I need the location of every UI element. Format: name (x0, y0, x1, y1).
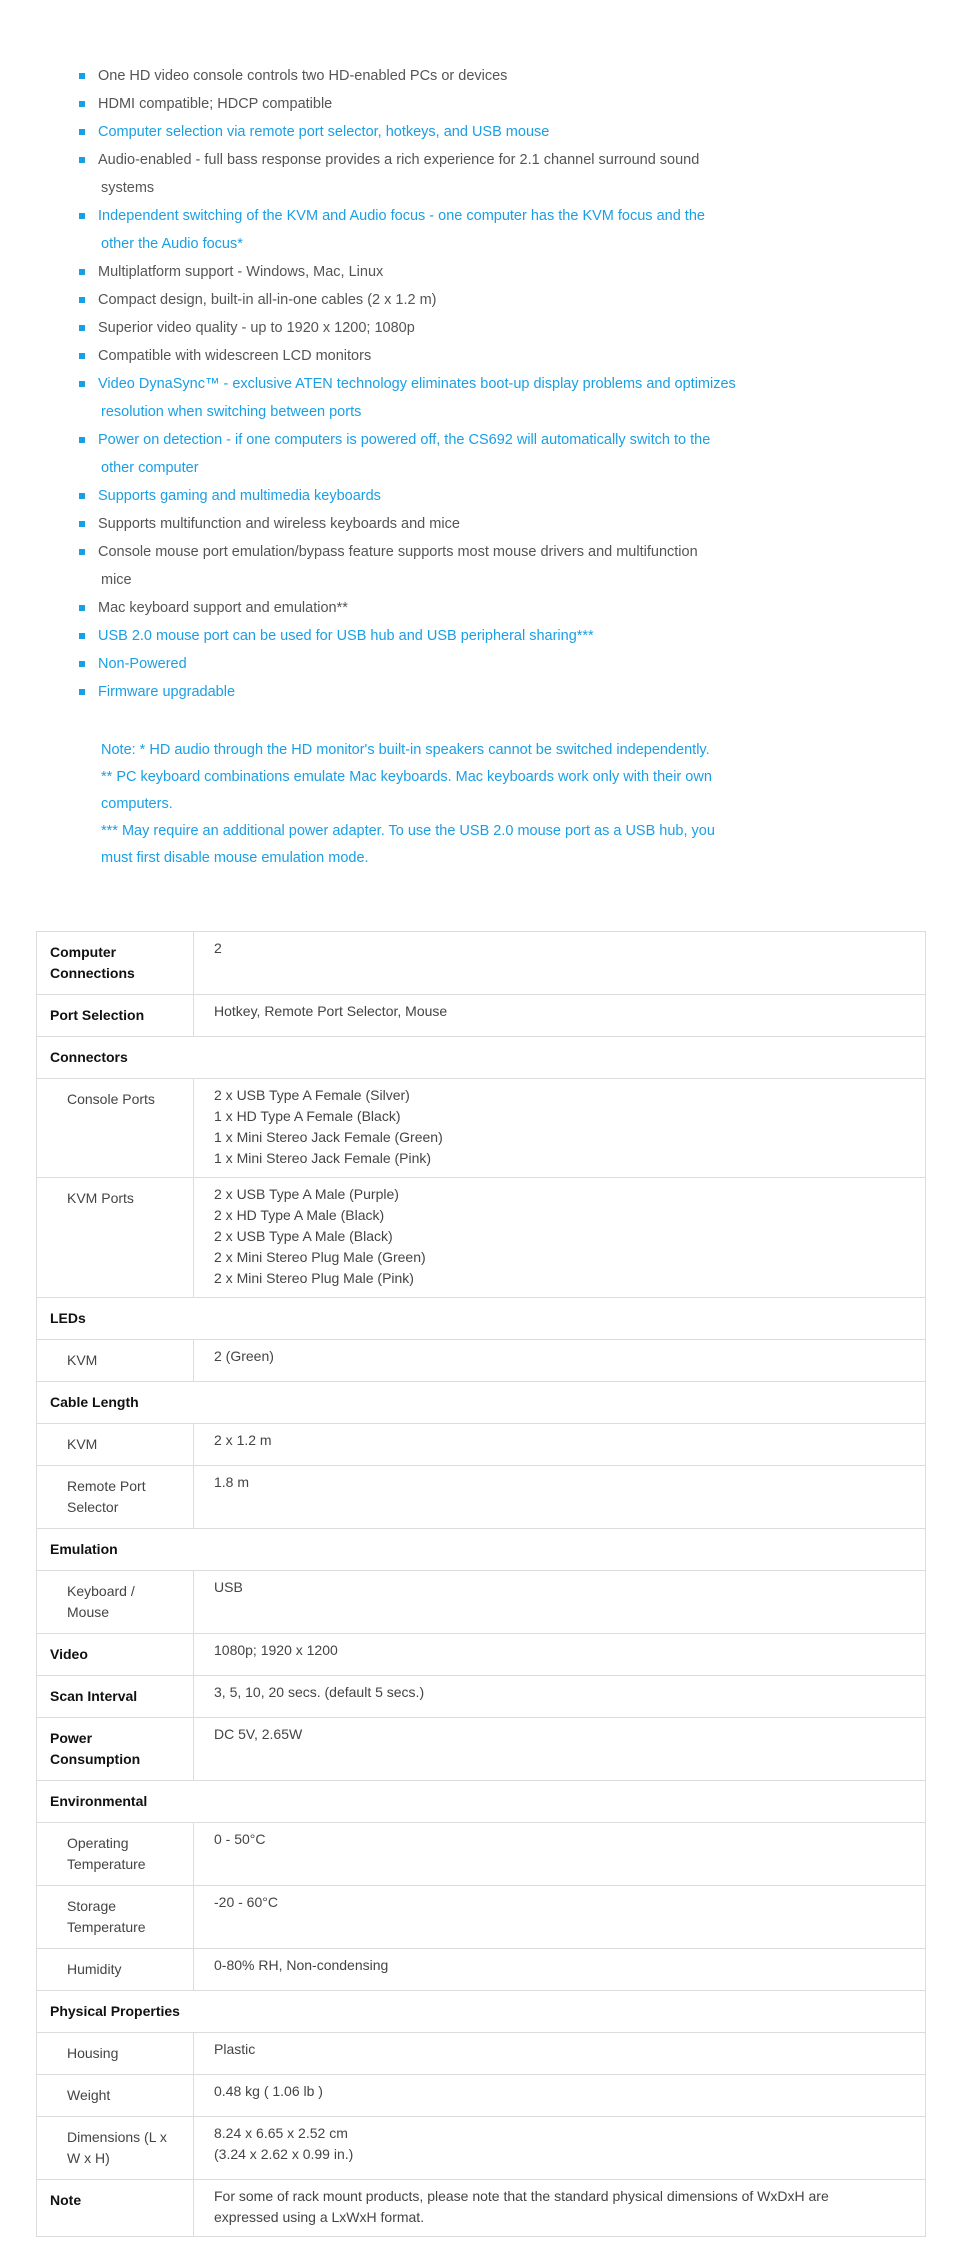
footnote-line: computers. (101, 796, 173, 812)
spec-value-text: 2 x HD Type A Male (Black) (214, 1207, 385, 1223)
spec-value (194, 2075, 926, 2117)
spec-value (194, 1178, 926, 1298)
spec-value (194, 2117, 926, 2180)
spec-value-text: 1 x HD Type A Female (Black) (214, 1108, 401, 1124)
feature-text-continued: resolution when switching between ports (101, 404, 362, 420)
spec-value (194, 1634, 926, 1676)
spec-value (194, 1340, 926, 1382)
feature-item (98, 286, 758, 314)
feature-item (98, 622, 758, 650)
spec-label (37, 1823, 194, 1886)
feature-text: Video DynaSync™ - exclusive ATEN technology eliminates boot-up display problems and optimizes (98, 376, 736, 392)
spec-value-text: 1080p; 1920 x 1200 (214, 1642, 338, 1658)
bullet-icon (79, 73, 85, 79)
bullet-icon (79, 689, 85, 695)
spec-value-text: 3, 5, 10, 20 secs. (default 5 secs.) (214, 1684, 425, 1700)
spec-row (37, 2180, 926, 2237)
spec-section-row (37, 1298, 926, 1340)
bullet-icon (79, 633, 85, 639)
spec-value (194, 932, 926, 995)
spec-section-heading (37, 1382, 926, 1424)
feature-item (98, 426, 758, 482)
spec-value (194, 1823, 926, 1886)
spec-row (37, 1949, 926, 1991)
feature-text-continued: mice (101, 572, 132, 588)
feature-item (98, 482, 758, 510)
footnote-line: ** PC keyboard combinations emulate Mac keyboards. Mac keyboards work only with their own (101, 769, 712, 785)
feature-text: Power on detection - if one computers is powered off, the CS692 will automatically switch to the (98, 432, 711, 448)
spec-label-text: Storage (67, 1898, 117, 1914)
feature-item (98, 202, 758, 258)
spec-label-text: Housing (67, 2045, 119, 2061)
feature-text: Audio-enabled - full bass response provides a rich experience for 2.1 channel surround sound (98, 152, 700, 168)
bullet-icon (79, 605, 85, 611)
spec-value-text: -20 - 60°C (214, 1894, 278, 1910)
spec-value (194, 1466, 926, 1529)
spec-label-text: W x H) (67, 2150, 110, 2166)
spec-value (194, 1886, 926, 1949)
bullet-icon (79, 549, 85, 555)
spec-value-text: DC 5V, 2.65W (214, 1726, 303, 1742)
footnote-line: must first disable mouse emulation mode. (101, 850, 369, 866)
feature-item (98, 118, 758, 146)
spec-section-heading (37, 1781, 926, 1823)
bullet-icon (79, 157, 85, 163)
spec-value-text: For some of rack mount products, please note that the standard physical dimensions of WxDxH are (214, 2188, 829, 2204)
spec-value (194, 2180, 926, 2237)
spec-label-text: Remote Port (67, 1478, 146, 1494)
bullet-icon (79, 381, 85, 387)
spec-label-text: Scan Interval (50, 1688, 138, 1704)
spec-value-text: 2 (Green) (214, 1348, 274, 1364)
spec-value (194, 1079, 926, 1178)
spec-section-heading (37, 1529, 926, 1571)
spec-label (37, 2033, 194, 2075)
feature-item (98, 314, 758, 342)
spec-section-row (37, 1529, 926, 1571)
feature-item (98, 258, 758, 286)
spec-label-text: Console Ports (67, 1091, 155, 1107)
spec-value-text: (3.24 x 2.62 x 0.99 in.) (214, 2146, 354, 2162)
feature-item (98, 90, 758, 118)
spec-section-heading (37, 1991, 926, 2033)
spec-label-text: KVM Ports (67, 1190, 134, 1206)
spec-label-text: Video (50, 1646, 88, 1662)
feature-text: Console mouse port emulation/bypass feature supports most mouse drivers and multifunction (98, 544, 698, 560)
spec-row (37, 2033, 926, 2075)
spec-row (37, 1178, 926, 1298)
spec-value-text: Plastic (214, 2041, 256, 2057)
spec-label-text: Temperature (67, 1856, 146, 1872)
spec-value-text: 0-80% RH, Non-condensing (214, 1957, 389, 1973)
spec-value-text: 2 x USB Type A Male (Purple) (214, 1186, 399, 1202)
bullet-icon (79, 493, 85, 499)
feature-text: Independent switching of the KVM and Audio focus - one computer has the KVM focus and the (98, 208, 705, 224)
spec-label-text: Connections (50, 965, 135, 981)
spec-value-text: 8.24 x 6.65 x 2.52 cm (214, 2125, 348, 2141)
feature-text: USB 2.0 mouse port can be used for USB hub and USB peripheral sharing*** (98, 628, 594, 644)
spec-label (37, 1178, 194, 1298)
spec-value (194, 1424, 926, 1466)
spec-label (37, 932, 194, 995)
footnote-line: *** May require an additional power adapter. To use the USB 2.0 mouse port as a USB hub, you (101, 823, 715, 839)
spec-value-text: 2 x Mini Stereo Plug Male (Pink) (214, 1270, 414, 1286)
feature-text-continued: other the Audio focus* (101, 236, 243, 252)
spec-row (37, 1676, 926, 1718)
spec-section-row (37, 1382, 926, 1424)
footnote-line: Note: * HD audio through the HD monitor's built-in speakers cannot be switched independently. (101, 742, 710, 758)
spec-row (37, 995, 926, 1037)
spec-section-label: Environmental (50, 1793, 148, 1809)
feature-text: Non-Powered (98, 656, 187, 672)
spec-label (37, 1424, 194, 1466)
spec-label (37, 1676, 194, 1718)
specifications-table (36, 931, 926, 2237)
feature-text-continued: other computer (101, 460, 199, 476)
spec-value-text: 2 x 1.2 m (214, 1432, 272, 1448)
spec-section-heading (37, 1037, 926, 1079)
bullet-icon (79, 325, 85, 331)
spec-value-text: expressed using a LxWxH format. (214, 2209, 425, 2225)
spec-label-text: Consumption (50, 1751, 141, 1767)
spec-label (37, 995, 194, 1037)
feature-item (98, 510, 758, 538)
spec-row (37, 1079, 926, 1178)
spec-label-text: Keyboard / (67, 1583, 135, 1599)
spec-row (37, 1571, 926, 1634)
spec-label-text: Temperature (67, 1919, 146, 1935)
feature-text: Computer selection via remote port selector, hotkeys, and USB mouse (98, 124, 550, 140)
feature-text: Supports gaming and multimedia keyboards (98, 488, 381, 504)
spec-row (37, 1634, 926, 1676)
bullet-icon (79, 269, 85, 275)
spec-label-text: Mouse (67, 1604, 110, 1620)
bullet-icon (79, 437, 85, 443)
feature-item (98, 370, 758, 426)
spec-label-text: Dimensions (L x (67, 2129, 167, 2145)
spec-section-label: LEDs (50, 1310, 86, 1326)
spec-label (37, 1466, 194, 1529)
spec-row (37, 1718, 926, 1781)
feature-text-continued: systems (101, 180, 155, 196)
feature-item (98, 62, 758, 90)
spec-value (194, 1718, 926, 1781)
spec-label (37, 1079, 194, 1178)
spec-section-label: Physical Properties (50, 2003, 180, 2019)
spec-value-text: 0.48 kg ( 1.06 lb ) (214, 2083, 323, 2099)
feature-item (98, 594, 758, 622)
feature-item (98, 146, 758, 202)
spec-label-text: Operating (67, 1835, 129, 1851)
bullet-icon (79, 521, 85, 527)
spec-row (37, 1424, 926, 1466)
spec-label-text: KVM (67, 1352, 98, 1368)
spec-value-text: 2 (214, 940, 222, 956)
feature-text: Supports multifunction and wireless keyboards and mice (98, 516, 460, 532)
spec-value-text: 2 x USB Type A Female (Silver) (214, 1087, 410, 1103)
spec-label (37, 1340, 194, 1382)
spec-section-heading (37, 1298, 926, 1340)
spec-value (194, 1676, 926, 1718)
spec-label (37, 1718, 194, 1781)
spec-label-text: Note (50, 2192, 82, 2208)
feature-text: Superior video quality - up to 1920 x 1200; 1080p (98, 320, 415, 336)
spec-label-text: Port Selection (50, 1007, 145, 1023)
feature-text: Compatible with widescreen LCD monitors (98, 348, 372, 364)
bullet-icon (79, 353, 85, 359)
spec-value (194, 995, 926, 1037)
bullet-icon (79, 129, 85, 135)
bullet-icon (79, 661, 85, 667)
spec-value-text: 1 x Mini Stereo Jack Female (Green) (214, 1129, 443, 1145)
feature-item (98, 678, 758, 706)
feature-item (98, 650, 758, 678)
spec-value-text: Hotkey, Remote Port Selector, Mouse (214, 1003, 448, 1019)
spec-section-label: Connectors (50, 1049, 128, 1065)
spec-label (37, 2180, 194, 2237)
feature-item (98, 342, 758, 370)
spec-label-text: Weight (67, 2087, 111, 2103)
footnote-block (101, 737, 761, 872)
feature-text: HDMI compatible; HDCP compatible (98, 96, 333, 112)
bullet-icon (79, 101, 85, 107)
spec-value-text: 1 x Mini Stereo Jack Female (Pink) (214, 1150, 432, 1166)
feature-text: Compact design, built-in all-in-one cables (2 x 1.2 m) (98, 292, 437, 308)
spec-label (37, 1886, 194, 1949)
spec-section-row (37, 1781, 926, 1823)
spec-value-text: 1.8 m (214, 1474, 250, 1490)
spec-row (37, 1886, 926, 1949)
spec-label (37, 2075, 194, 2117)
feature-text: Mac keyboard support and emulation** (98, 600, 348, 616)
spec-row (37, 2117, 926, 2180)
spec-label (37, 1949, 194, 1991)
spec-label-text: Power (50, 1730, 93, 1746)
spec-row (37, 932, 926, 995)
spec-row (37, 1340, 926, 1382)
feature-text: Multiplatform support - Windows, Mac, Linux (98, 264, 384, 280)
spec-value (194, 1949, 926, 1991)
bullet-icon (79, 297, 85, 303)
spec-label-text: Computer (50, 944, 117, 960)
spec-value-text: 2 x USB Type A Male (Black) (214, 1228, 393, 1244)
spec-row (37, 1823, 926, 1886)
spec-value-text: USB (214, 1579, 243, 1595)
spec-label (37, 2117, 194, 2180)
spec-value-text: 2 x Mini Stereo Plug Male (Green) (214, 1249, 426, 1265)
bullet-icon (79, 213, 85, 219)
feature-text: One HD video console controls two HD-enabled PCs or devices (98, 68, 508, 84)
spec-row (37, 1466, 926, 1529)
spec-row (37, 2075, 926, 2117)
feature-item (98, 538, 758, 594)
spec-label-text: KVM (67, 1436, 98, 1452)
spec-value-text: 0 - 50°C (214, 1831, 266, 1847)
spec-label (37, 1571, 194, 1634)
spec-label (37, 1634, 194, 1676)
spec-section-row (37, 1037, 926, 1079)
spec-section-label: Cable Length (50, 1394, 139, 1410)
spec-value (194, 2033, 926, 2075)
spec-label-text: Selector (67, 1499, 119, 1515)
spec-section-row (37, 1991, 926, 2033)
spec-value (194, 1571, 926, 1634)
spec-label-text: Humidity (67, 1961, 122, 1977)
feature-text: Firmware upgradable (98, 684, 236, 700)
spec-section-label: Emulation (50, 1541, 118, 1557)
